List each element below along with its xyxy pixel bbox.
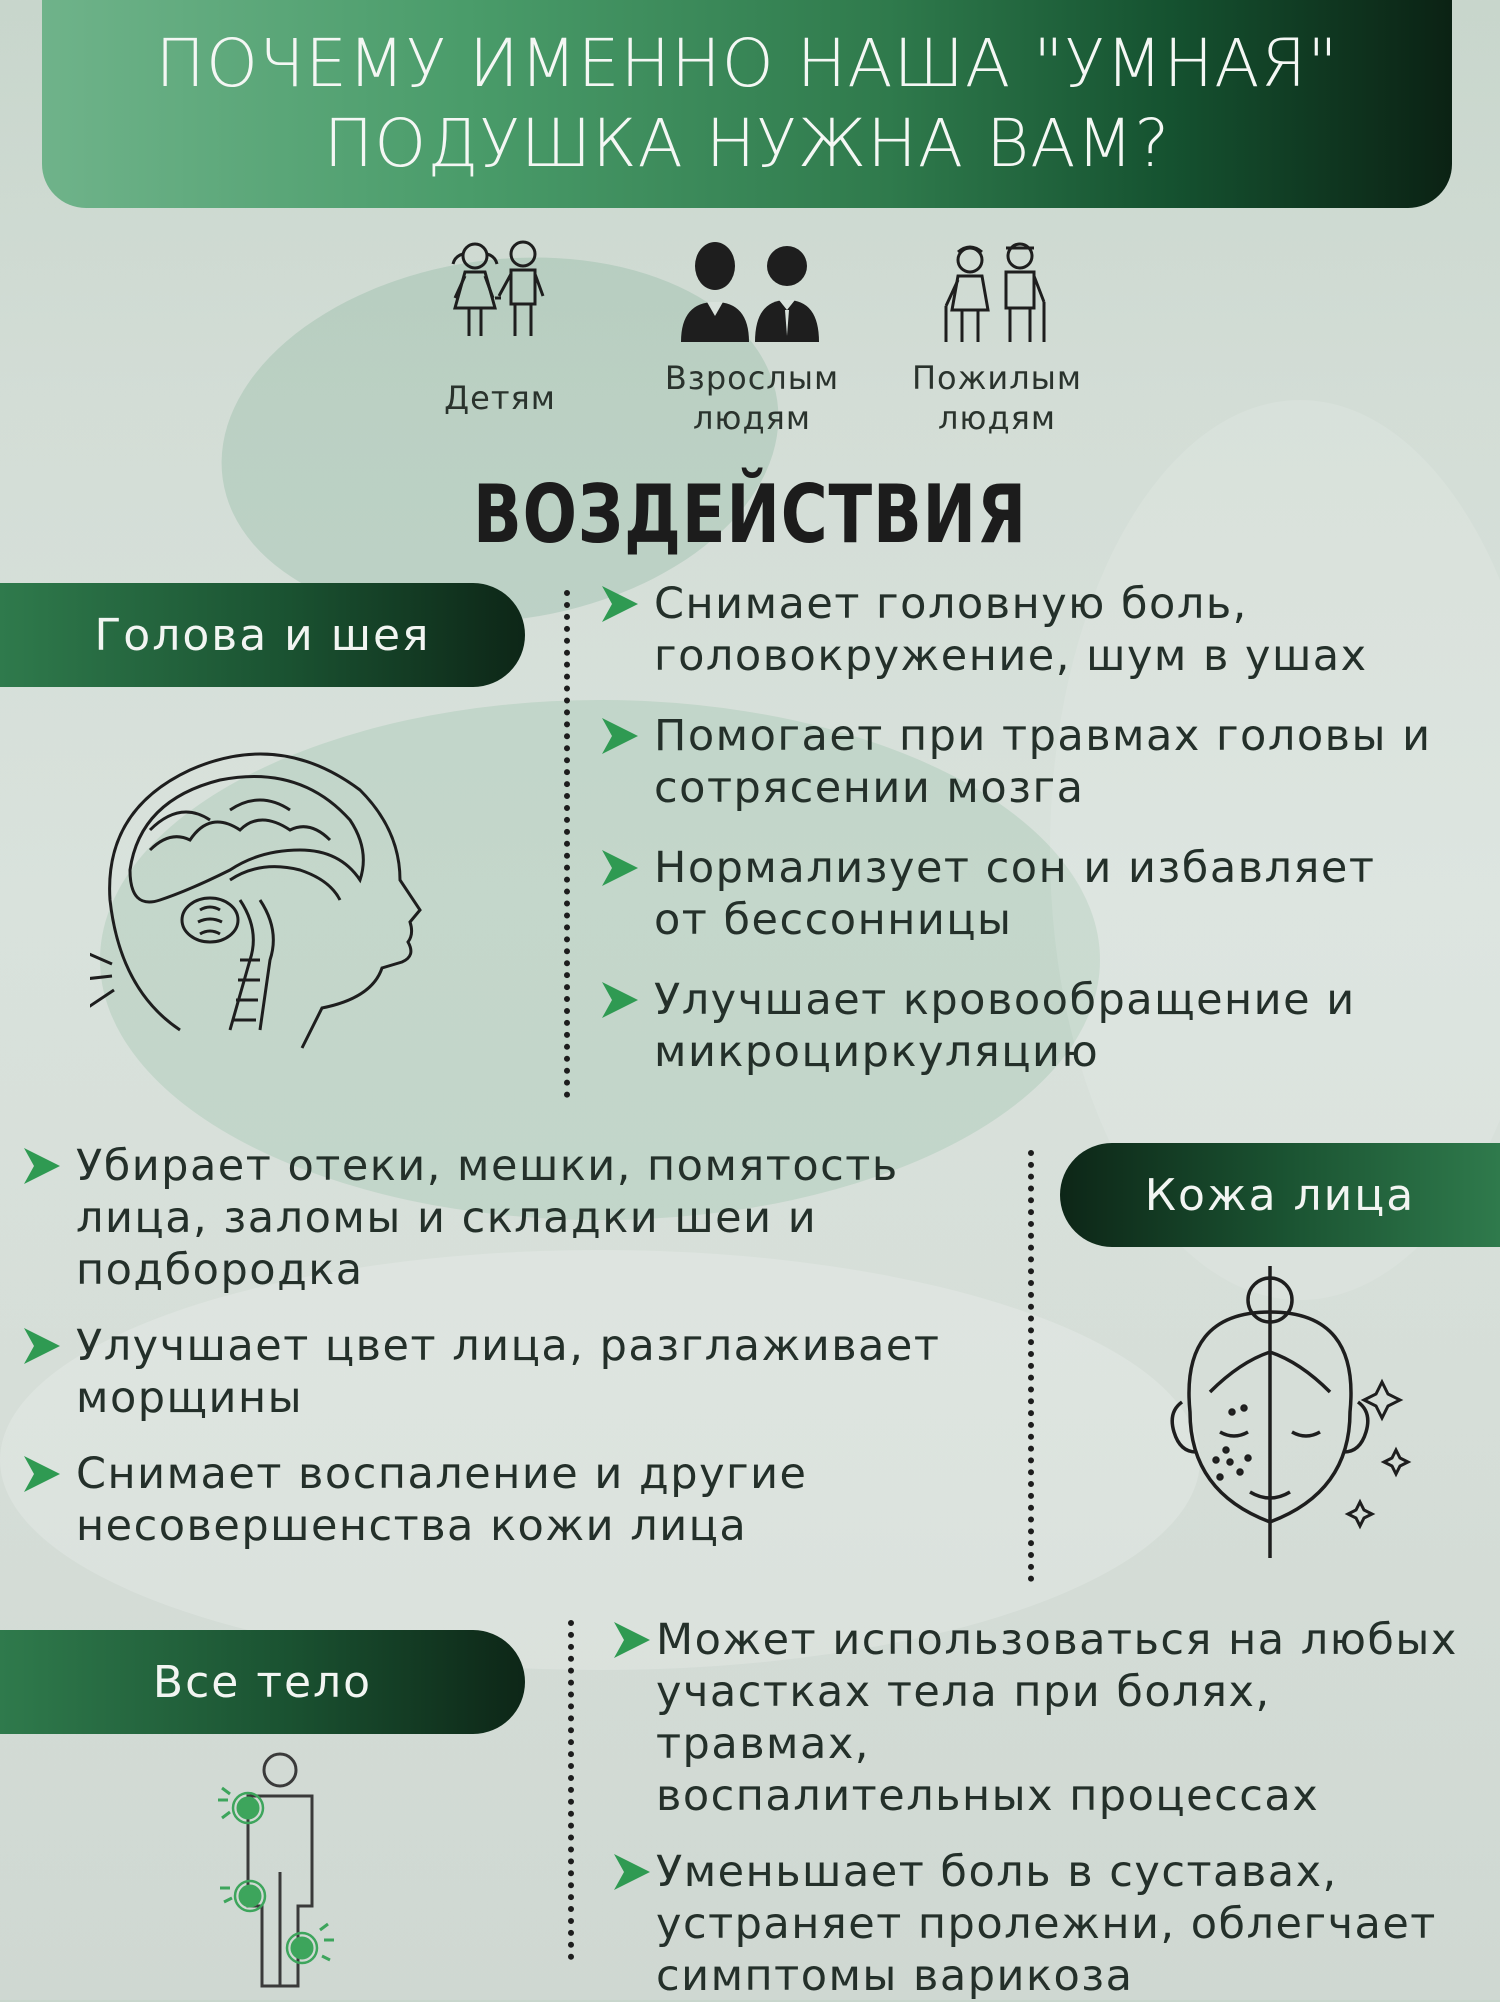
body-joints-icon bbox=[200, 1752, 340, 1992]
adults-icon bbox=[677, 236, 827, 346]
label-text: Все тело bbox=[152, 1656, 373, 1708]
audience-label: Детям bbox=[444, 379, 556, 417]
list-item: Помогает при травмах головы и сотрясении мозга bbox=[598, 710, 1478, 814]
audience-children bbox=[385, 236, 615, 418]
arrow-icon bbox=[598, 978, 642, 1022]
face-skin-icon bbox=[1160, 1262, 1420, 1562]
bullets-body bbox=[600, 1614, 1490, 2002]
audience-label: Пожилым людям bbox=[911, 359, 1083, 437]
dotted-divider bbox=[568, 1620, 574, 1960]
header-banner bbox=[42, 0, 1452, 208]
arrow-icon bbox=[20, 1324, 64, 1368]
bullets-face bbox=[20, 1140, 1010, 1552]
dotted-divider bbox=[564, 590, 570, 1098]
arrow-icon bbox=[20, 1144, 64, 1188]
list-item: Уменьшает боль в суставах, устраняет пролежни, облегчает симптомы варикоза bbox=[600, 1846, 1490, 2002]
audience-elderly bbox=[882, 236, 1112, 438]
arrow-icon bbox=[20, 1452, 64, 1496]
list-item: Нормализует сон и избавляет от бессонницы bbox=[598, 842, 1478, 946]
audience-label: Взрослым людям bbox=[664, 359, 840, 437]
arrow-icon bbox=[610, 1618, 654, 1662]
section-title: ВОЗДЕЙСТВИЯ bbox=[473, 468, 1027, 561]
label-text: Голова и шея bbox=[94, 609, 431, 661]
list-item: Убирает отеки, мешки, помятость лица, заломы и складки шеи и подбородка bbox=[20, 1140, 1010, 1296]
audience-adults bbox=[637, 236, 867, 438]
page-title: ПОЧЕМУ ИМЕННО НАША "УМНАЯ" ПОДУШКА НУЖНА ВАМ? bbox=[155, 25, 1339, 182]
list-item: Улучшает кровообращение и микроциркуляцию bbox=[598, 974, 1478, 1078]
arrow-icon bbox=[598, 582, 642, 626]
arrow-icon bbox=[598, 846, 642, 890]
dotted-divider bbox=[1028, 1150, 1034, 1582]
arrow-icon bbox=[610, 1850, 654, 1894]
list-item: Может использоваться на любых участках тела при болях, травмах, воспалительных процессах bbox=[600, 1614, 1490, 1822]
label-head-neck bbox=[0, 583, 525, 687]
label-face-skin bbox=[1060, 1143, 1500, 1247]
arrow-icon bbox=[598, 714, 642, 758]
label-whole-body bbox=[0, 1630, 525, 1734]
elderly-icon bbox=[932, 236, 1062, 346]
list-item: Улучшает цвет лица, разглаживает морщины bbox=[20, 1320, 1010, 1424]
label-text: Кожа лица bbox=[1144, 1169, 1416, 1221]
list-item: Снимает головную боль, головокружение, шум в ушах bbox=[598, 578, 1478, 682]
brain-head-icon bbox=[90, 730, 430, 1050]
children-icon bbox=[445, 236, 555, 346]
bullets-head bbox=[598, 578, 1478, 1078]
list-item: Снимает воспаление и другие несовершенства кожи лица bbox=[20, 1448, 1010, 1552]
